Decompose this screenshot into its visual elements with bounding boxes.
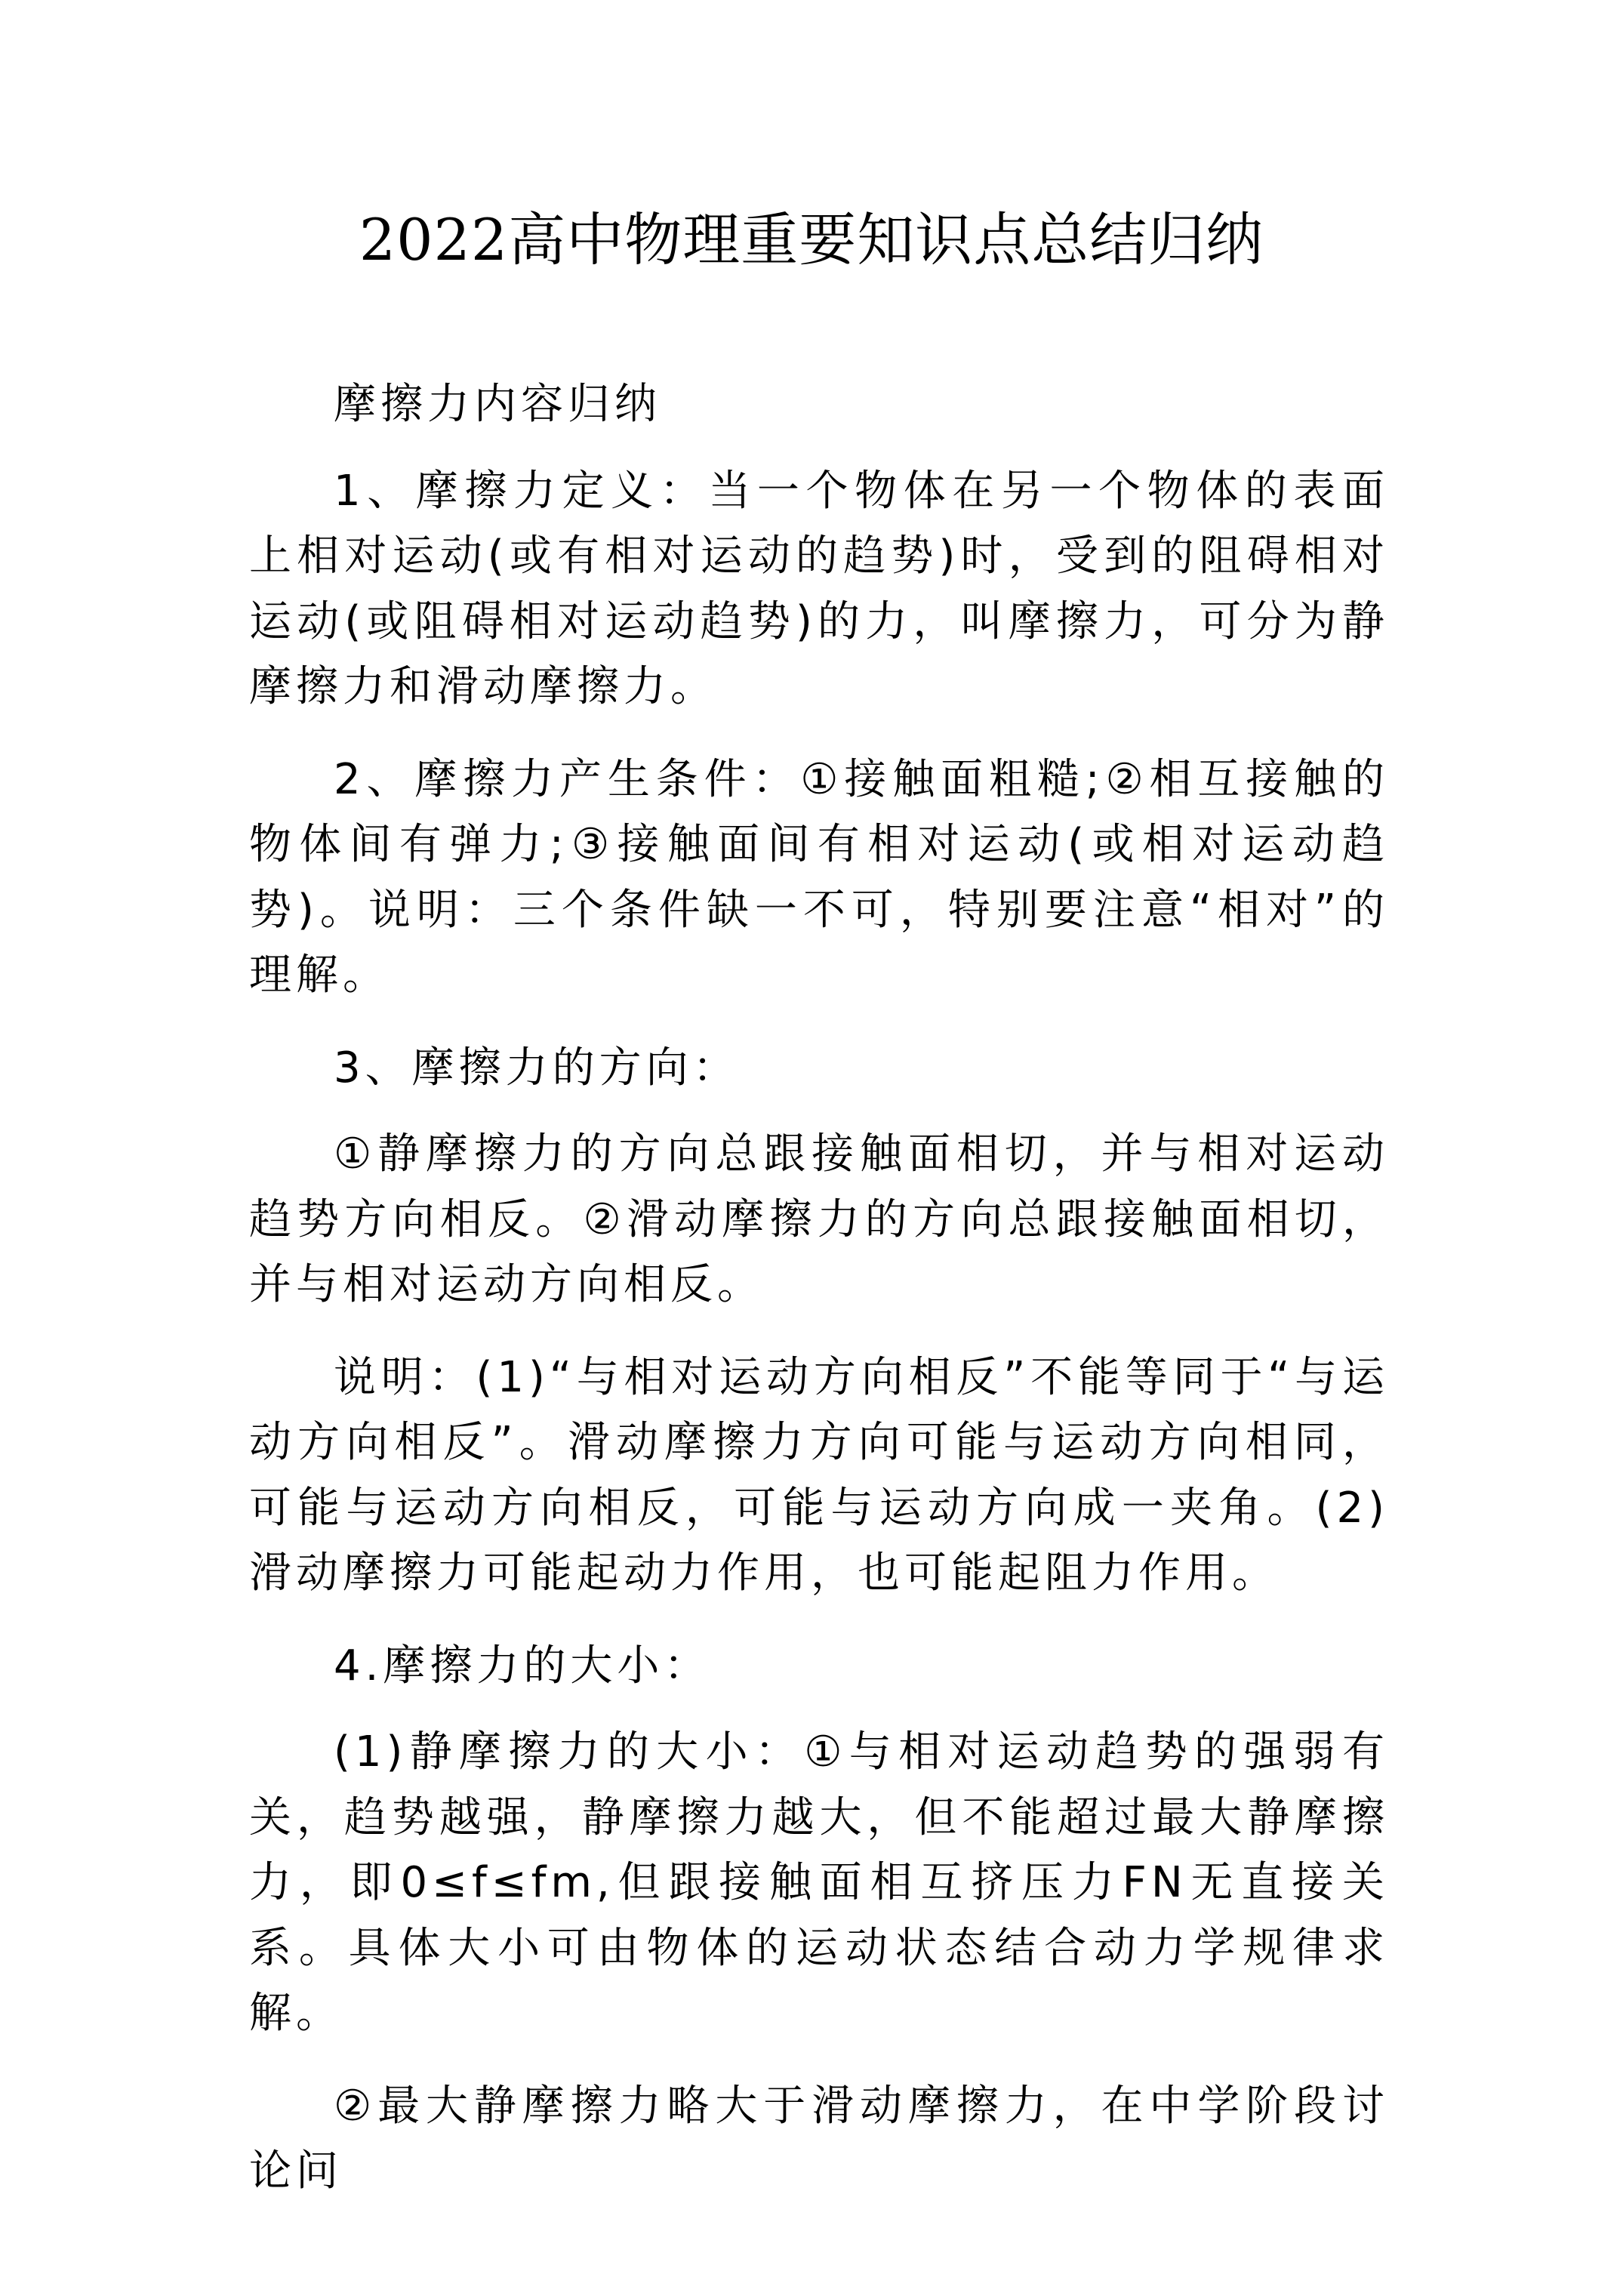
- paragraph-static-friction-magnitude: (1)静摩擦力的大小：①与相对运动趋势的强弱有关，趋势越强，静摩擦力越大，但不能超过最大静摩擦力，即0≤f≤fm,但跟接触面相互挤压力FN无直接关系。具体大小可由物体的运动状态结合动力学规律求解。: [249, 1727, 1389, 2038]
- paragraph-friction-conditions: 2、摩擦力产生条件：①接触面粗糙;②相互接触的物体间有弹力;③接触面间有相对运动(或相对运动趋势)。说明：三个条件缺一不可，特别要注意“相对”的理解。: [249, 754, 1389, 1000]
- paragraph-friction-direction: ①静摩擦力的方向总跟接触面相切，并与相对运动趋势方向相反。②滑动摩擦力的方向总跟接触面相切，并与相对运动方向相反。: [249, 1130, 1389, 1309]
- paragraph-friction-magnitude-heading: 4.摩擦力的大小：: [334, 1641, 711, 1690]
- paragraph-direction-notes: 说明：(1)“与相对运动方向相反”不能等同于“与运动方向相反”。滑动摩擦力方向可能与运动方向相同，可能与运动方向相反，可能与运动方向成一夹角。(2)滑动摩擦力可能起动力作用，也可能起阻力作用。: [249, 1352, 1389, 1598]
- paragraph-friction-direction-heading: 3、摩擦力的方向：: [334, 1043, 740, 1093]
- paragraph-max-static-friction: ②最大静摩擦力略大于滑动摩擦力，在中学阶段讨论问: [249, 2081, 1389, 2196]
- section-heading: 摩擦力内容归纳: [334, 380, 661, 429]
- paragraph-friction-definition: 1、摩擦力定义：当一个物体在另一个物体的表面上相对运动(或有相对运动的趋势)时，受到的阻碍相对运动(或阻碍相对运动趋势)的力，叫摩擦力，可分为静摩擦力和滑动摩擦力。: [249, 466, 1389, 711]
- document-body: [249, 372, 1389, 2205]
- document-title: 2022高中物理重要知识点总结归纳: [359, 206, 1264, 273]
